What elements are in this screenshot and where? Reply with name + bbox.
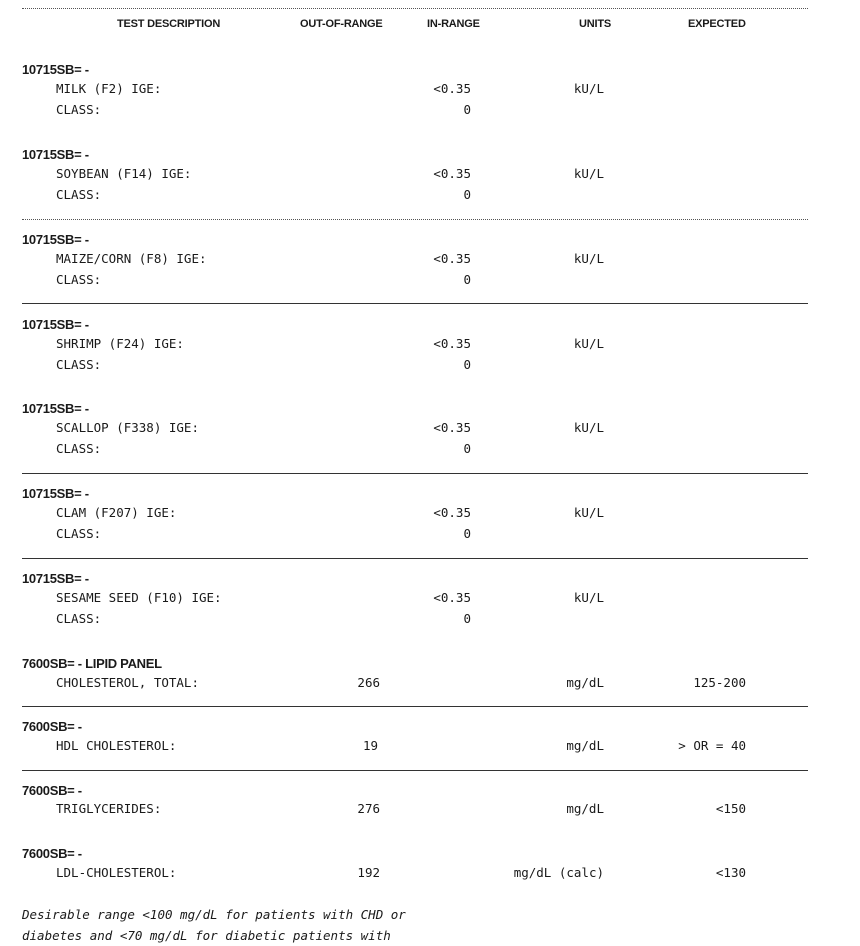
in-range-value: <0.35 xyxy=(433,81,471,96)
in-range-value: <0.35 xyxy=(433,590,471,605)
table-row xyxy=(0,420,860,440)
test-code: 10715SB= - xyxy=(22,317,89,332)
test-name: LDL-CHOLESTEROL: xyxy=(56,865,177,880)
class-label: CLASS: xyxy=(56,187,102,202)
in-range-value: <0.35 xyxy=(433,166,471,181)
class-label: CLASS: xyxy=(56,526,102,541)
out-of-range-value: 19 xyxy=(362,738,378,753)
test-code: 10715SB= - xyxy=(22,147,89,162)
test-code: 7600SB= - xyxy=(22,783,82,798)
test-name: HDL CHOLESTEROL: xyxy=(56,738,177,753)
class-value: 0 xyxy=(463,357,471,372)
units-value: kU/L xyxy=(573,166,604,181)
test-code: 7600SB= - xyxy=(22,719,82,734)
test-code: 10715SB= - xyxy=(22,571,89,586)
units-value: mg/dL xyxy=(566,738,604,753)
table-row xyxy=(0,166,860,186)
test-name: SOYBEAN (F14) IGE: xyxy=(56,166,192,181)
test-name: MAIZE/CORN (F8) IGE: xyxy=(56,251,207,266)
units-value: mg/dL xyxy=(566,675,604,690)
table-row xyxy=(0,336,860,356)
section-divider xyxy=(22,558,808,559)
header-units: UNITS xyxy=(579,18,612,30)
header-in-range: IN-RANGE xyxy=(427,18,480,30)
test-name: SCALLOP (F338) IGE: xyxy=(56,420,199,435)
units-value: mg/dL xyxy=(566,801,604,816)
class-value: 0 xyxy=(463,272,471,287)
expected-value: > OR = 40 xyxy=(678,738,746,753)
in-range-value: <0.35 xyxy=(433,251,471,266)
table-row xyxy=(0,81,860,101)
header-expected: EXPECTED xyxy=(688,18,746,30)
class-label: CLASS: xyxy=(56,441,102,456)
footnote-line: diabetes and <70 mg/dL for diabetic patients with xyxy=(22,928,391,943)
test-name: SESAME SEED (F10) IGE: xyxy=(56,590,222,605)
table-row xyxy=(0,505,860,525)
out-of-range-value: 266 xyxy=(357,675,380,690)
class-label: CLASS: xyxy=(56,611,102,626)
table-row xyxy=(0,675,860,695)
section-divider xyxy=(22,219,808,220)
table-row xyxy=(0,357,860,377)
test-name: MILK (F2) IGE: xyxy=(56,81,162,96)
units-value: kU/L xyxy=(573,420,604,435)
out-of-range-value: 276 xyxy=(357,801,380,816)
out-of-range-value: 192 xyxy=(357,865,380,880)
class-value: 0 xyxy=(463,441,471,456)
table-row xyxy=(0,611,860,631)
test-code: 10715SB= - xyxy=(22,486,89,501)
test-code: 10715SB= - xyxy=(22,232,89,247)
units-value: kU/L xyxy=(573,590,604,605)
class-label: CLASS: xyxy=(56,102,102,117)
table-row xyxy=(0,251,860,271)
table-row xyxy=(0,102,860,122)
table-row xyxy=(0,187,860,207)
section-divider xyxy=(22,473,808,474)
expected-value: <130 xyxy=(715,865,746,880)
footnote-line: Desirable range <100 mg/dL for patients with CHD or xyxy=(22,907,406,922)
class-label: CLASS: xyxy=(56,357,102,372)
class-value: 0 xyxy=(463,611,471,626)
table-row xyxy=(0,272,860,292)
table-row xyxy=(0,801,860,821)
section-divider xyxy=(22,706,808,707)
test-code: 7600SB= - LIPID PANEL xyxy=(22,656,162,671)
in-range-value: <0.35 xyxy=(433,336,471,351)
expected-value: <150 xyxy=(715,801,746,816)
table-row xyxy=(0,738,860,758)
top-rule xyxy=(22,8,808,9)
table-row xyxy=(0,590,860,610)
in-range-value: <0.35 xyxy=(433,420,471,435)
expected-value: 125-200 xyxy=(693,675,746,690)
test-code: 10715SB= - xyxy=(22,401,89,416)
header-test-description: TEST DESCRIPTION xyxy=(117,18,221,30)
header-out-of-range: OUT-OF-RANGE xyxy=(300,18,383,30)
units-value: kU/L xyxy=(573,251,604,266)
class-value: 0 xyxy=(463,526,471,541)
units-value: kU/L xyxy=(573,505,604,520)
units-value: mg/dL (calc) xyxy=(513,865,604,880)
in-range-value: <0.35 xyxy=(433,505,471,520)
class-value: 0 xyxy=(463,102,471,117)
table-row xyxy=(0,526,860,546)
class-value: 0 xyxy=(463,187,471,202)
table-row xyxy=(0,441,860,461)
section-divider xyxy=(22,303,808,304)
section-divider xyxy=(22,770,808,771)
test-code: 7600SB= - xyxy=(22,846,82,861)
class-label: CLASS: xyxy=(56,272,102,287)
test-name: CHOLESTEROL, TOTAL: xyxy=(56,675,199,690)
test-name: TRIGLYCERIDES: xyxy=(56,801,162,816)
units-value: kU/L xyxy=(573,336,604,351)
units-value: kU/L xyxy=(573,81,604,96)
test-code: 10715SB= - xyxy=(22,62,89,77)
test-name: SHRIMP (F24) IGE: xyxy=(56,336,184,351)
test-name: CLAM (F207) IGE: xyxy=(56,505,177,520)
table-row xyxy=(0,865,860,885)
